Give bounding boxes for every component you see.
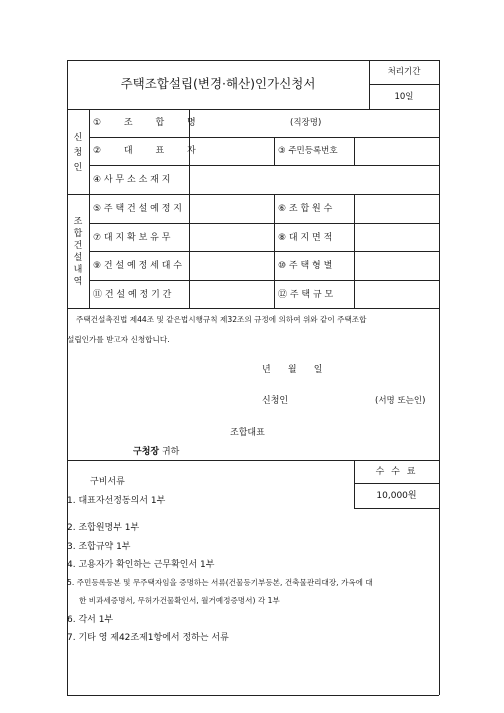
details-section-char: 건 [73, 241, 83, 251]
header-bottom-line [67, 109, 439, 110]
fee-bottom-line [354, 508, 439, 509]
document-item-continued: 한 비과세증명서, 무허가건물확인서, 월거예정증명서) 각 1부 [79, 596, 280, 605]
applicant-section-char: 청 [73, 148, 83, 158]
office-location-label: ④ 사 무 소 소 재 지 [93, 175, 171, 185]
document-item: 6. 각서 1부 [67, 615, 114, 625]
planned-households-label: ⑨ 건 설 예 정 세 대 수 [93, 261, 182, 271]
representative-field[interactable] [190, 138, 274, 165]
addressee-office: 구청장 [133, 447, 160, 457]
processing-divider [369, 84, 439, 85]
signature-note[interactable]: (서명 또는인) [375, 396, 426, 406]
details-section-char: 설 [73, 253, 83, 263]
planned-households-field[interactable] [190, 252, 274, 280]
details-bottom-line [67, 308, 439, 309]
addressee [133, 446, 179, 458]
resident-number-label: ③ 주민등록번호 [278, 146, 338, 156]
statement-line-1: 주택건설촉진법 제44조 및 같은법시행규칙 제32조의 규정에 의하여 위와 같이 주택조합 [76, 315, 367, 324]
member-count-label: ⑥ 조 합 원 수 [278, 204, 333, 214]
construction-site-label: ⑤ 주 택 건 설 예 정 지 [93, 204, 182, 214]
document-item: 4. 고용자가 확인하는 근무확인서 1부 [67, 560, 215, 570]
land-area-field[interactable] [355, 224, 439, 251]
union-name-field[interactable]: (직장명) [290, 118, 322, 128]
construction-site-field[interactable] [190, 195, 274, 223]
application-date[interactable]: 년 월 일 [262, 365, 323, 375]
details-section-char: 조 [73, 217, 83, 227]
processing-period-label: 처리기간 [387, 67, 421, 77]
document-item: 7. 기타 영 제42조제1항에서 정하는 서류 [67, 633, 229, 643]
processing-period-value: 10일 [394, 92, 414, 102]
details-section-label [71, 216, 85, 288]
rep-mid-divider [274, 137, 275, 165]
border-bottom [67, 695, 439, 696]
border-top [67, 60, 439, 61]
border-right [439, 60, 440, 695]
union-name-label: ① 조 합 명 [93, 118, 196, 128]
housing-type-label: ⑩ 주 택 형 별 [278, 261, 333, 271]
document-item: 1. 대표자선정동의서 1부 [67, 496, 166, 506]
form-title: 주택조합설립(변경·해산)인가신청서 [120, 76, 316, 91]
representative-label: ② 대 표 자 [93, 146, 196, 156]
housing-type-field[interactable] [355, 252, 439, 280]
details-section-char: 합 [73, 229, 83, 239]
statement-line-2: 설립인가를 받고자 신청합니다. [67, 335, 170, 344]
construction-period-field[interactable] [190, 281, 274, 308]
section-label-divider [89, 109, 90, 308]
union-representative-label: 조합대표 [230, 428, 265, 438]
details-section-char: 내 [73, 265, 83, 275]
applicant-section-label [71, 132, 85, 174]
required-documents-header: 구비서류 [90, 477, 125, 487]
applicant-section-char: 신 [73, 133, 83, 143]
land-secured-label: ⑦ 대 지 확 보 유 무 [93, 233, 171, 243]
fee-value: 10,000원 [376, 491, 417, 501]
addressee-honorific: 귀하 [159, 447, 180, 457]
land-area-label: ⑧ 대 지 면 적 [278, 233, 333, 243]
construction-period-label: ⑪ 건 설 예 정 기 간 [93, 290, 172, 300]
member-count-field[interactable] [355, 195, 439, 223]
document-item: 5. 주민등록등본 및 무주택자임을 증명하는 서류(건물등기부등본, 건축물관리대장, 가옥에 대 [67, 578, 373, 587]
border-left [67, 60, 68, 695]
details-section-char: 역 [73, 277, 83, 287]
land-secured-field[interactable] [190, 224, 274, 251]
document-item: 2. 조합원명부 1부 [67, 523, 140, 533]
fee-mid-line [354, 483, 439, 484]
document-item: 3. 조합규약 1부 [67, 542, 131, 552]
statement-bottom-line [67, 460, 439, 461]
applicant-section-char: 인 [73, 163, 83, 173]
office-location-field[interactable] [190, 166, 439, 194]
fee-label: 수 수 료 [375, 467, 418, 477]
housing-size-label: ⑫ 주 택 규 모 [278, 290, 334, 300]
applicant-signature-label: 신청인 [262, 396, 289, 406]
resident-number-field[interactable] [355, 138, 439, 165]
housing-size-field[interactable] [355, 281, 439, 308]
